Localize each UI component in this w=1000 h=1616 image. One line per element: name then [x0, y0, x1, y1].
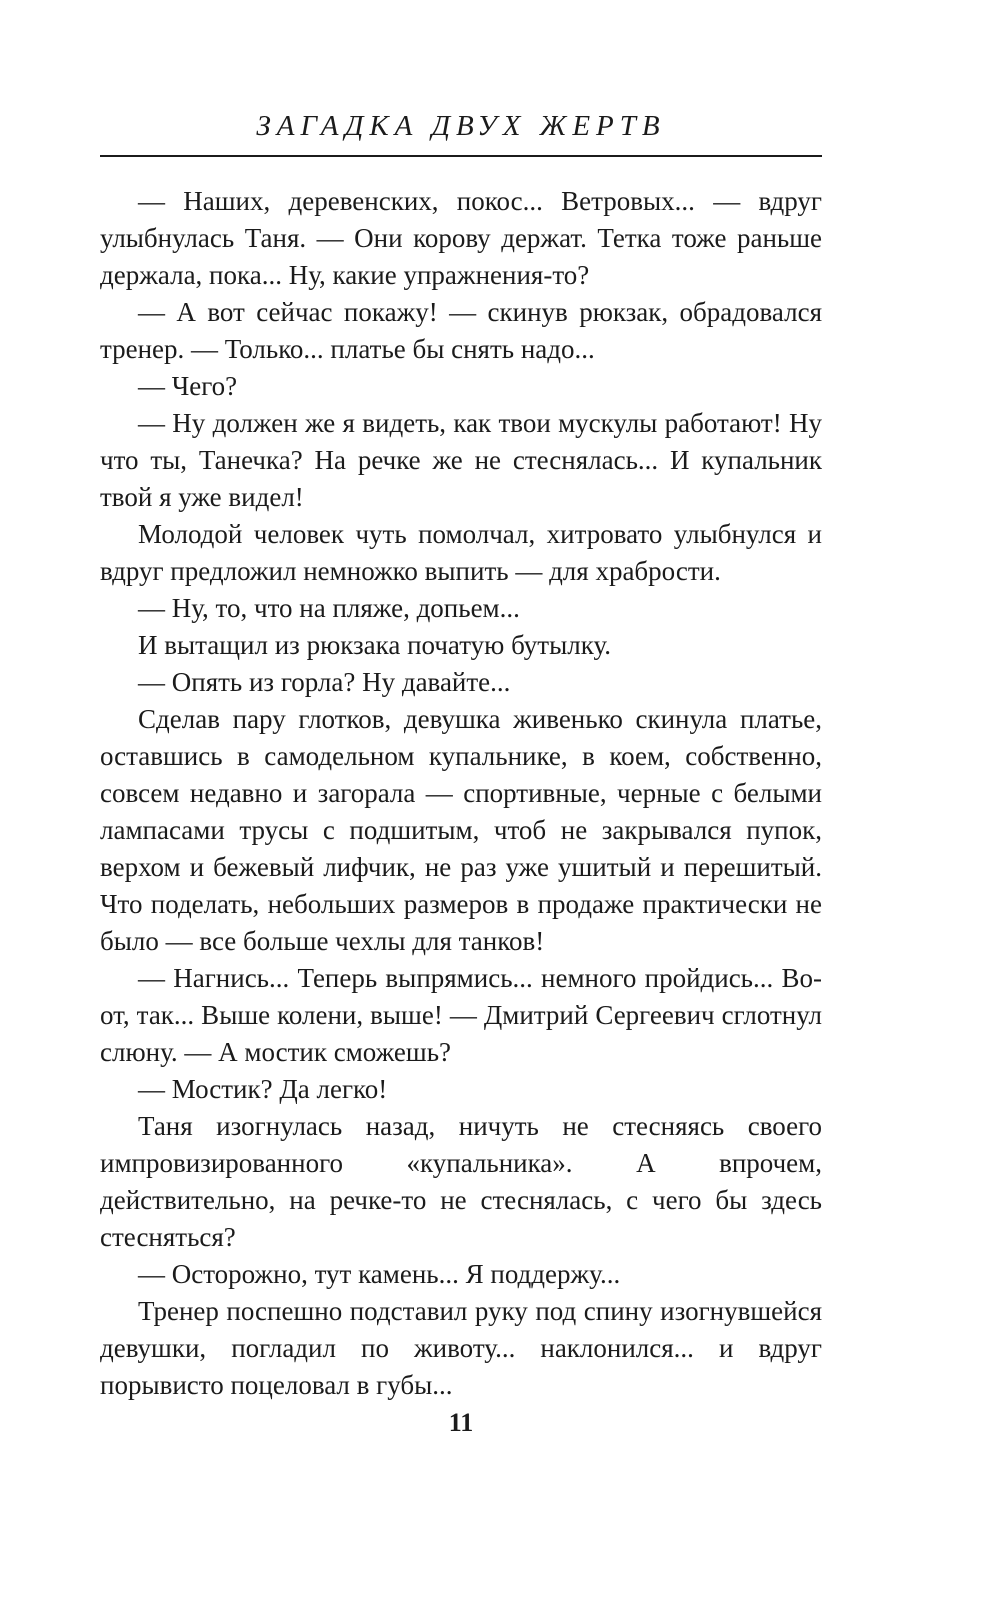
- running-header: ЗАГАДКА ДВУХ ЖЕРТВ: [256, 110, 666, 142]
- paragraph: — Нагнись... Теперь выпрямись... немного пройдись... Во-от, так... Выше колени, выше! — Дмитрий Сергеевич сглотнул слюну. — А мостик сможешь?: [100, 963, 822, 1067]
- text-block: [100, 183, 822, 1404]
- paragraph: — Мостик? Да легко!: [138, 1074, 388, 1104]
- paragraph: — Осторожно, тут камень... Я поддержу...: [138, 1259, 621, 1289]
- paragraph: Тренер поспешно подставил руку под спину изогнувшейся девушки, погладил по животу... наклонился... и вдруг порывисто поцеловал в губы...: [100, 1296, 822, 1400]
- paragraph: Таня изогнулась назад, ничуть не стесняясь своего импровизированного «купальника». А впрочем, действительно, на речке-то не стеснялась, с чего бы здесь стесняться?: [100, 1111, 822, 1252]
- paragraph: Молодой человек чуть помолчал, хитровато улыбнулся и вдруг предложил немножко выпить — для храбрости.: [100, 519, 822, 586]
- paragraph: — Опять из горла? Ну давайте...: [138, 667, 511, 697]
- paragraph: — Ну должен же я видеть, как твои мускулы работают! Ну что ты, Танечка? На речке же не стеснялась... И купальник твой я уже видел!: [100, 408, 822, 512]
- paragraph: — А вот сейчас покажу! — скинув рюкзак, обрадовался тренер. — Только... платье бы снять надо...: [100, 297, 822, 364]
- paragraph: И вытащил из рюкзака початую бутылку.: [138, 630, 611, 660]
- header-rule: [100, 155, 822, 157]
- paragraph: Сделав пару глотков, девушка живенько скинула платье, оставшись в самодельном купальнике, в коем, собственно, совсем недавно и загорала — спортивные, черные с белыми лампасами трусы с подшитым, чтоб не закрывался пупок, верхом и бежевый лифчик, не раз уже ушитый и перешитый. Что поделать, небольших размеров в продаже практически не было — все больше чехлы для танков!: [100, 704, 822, 956]
- paragraph: — Ну, то, что на пляже, допьем...: [138, 593, 520, 623]
- paragraph: — Наших, деревенских, покос... Ветровых... — вдруг улыбнулась Таня. — Они корову держат. Тетка тоже раньше держала, пока... Ну, какие упражнения-то?: [100, 186, 822, 290]
- paragraph: — Чего?: [138, 371, 238, 401]
- page-number: 11: [448, 1408, 474, 1437]
- text-column: [100, 0, 822, 1404]
